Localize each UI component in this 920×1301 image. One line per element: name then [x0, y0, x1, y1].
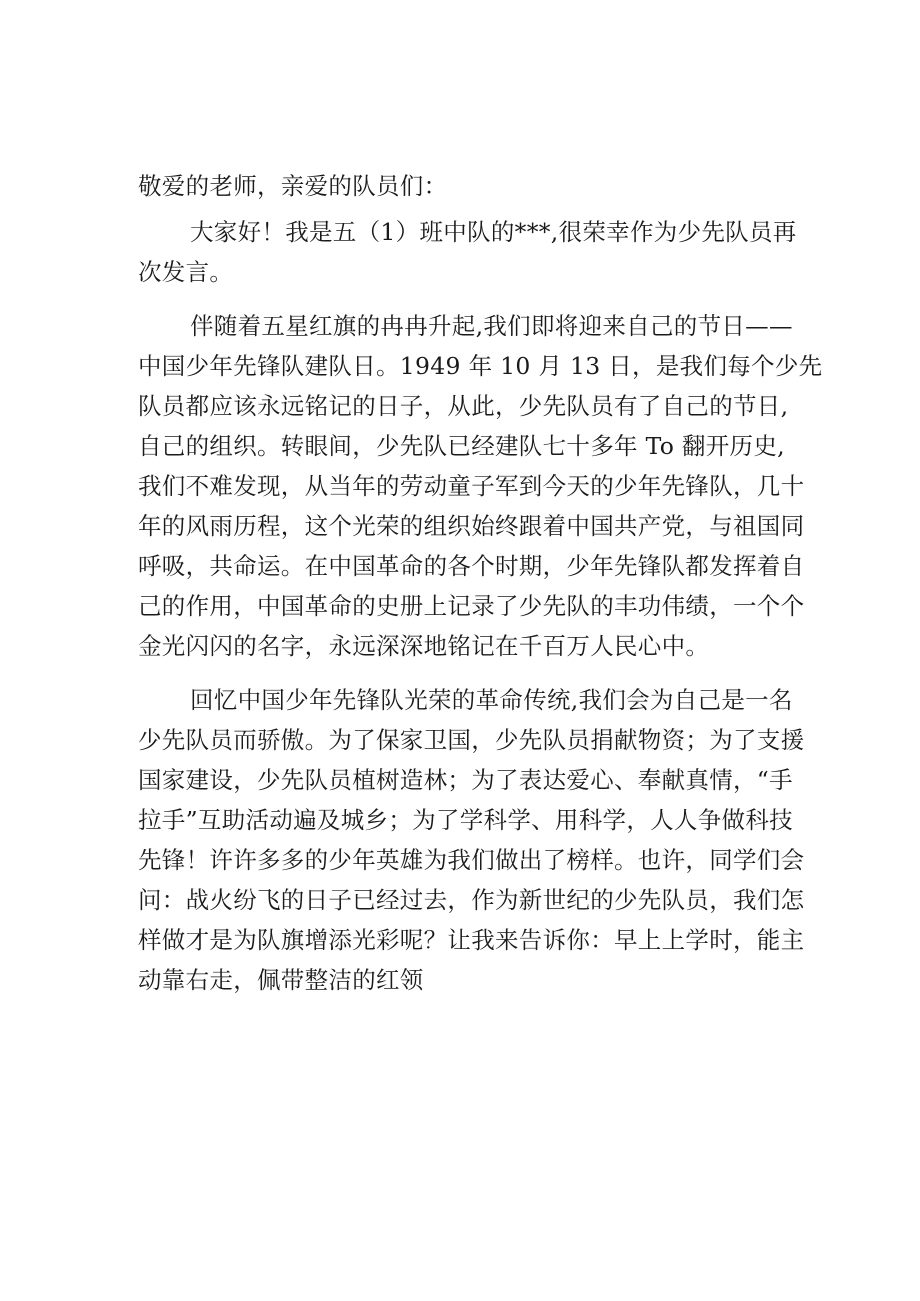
paragraph-line: 金光闪闪的名字，永远深深地铭记在千百万人民心中。 [138, 632, 710, 660]
paragraph-line: 自己的组织。转眼间，少先队已经建队七十多年 To 翻开历史, [138, 432, 785, 460]
paragraph-line: 拉手”互助活动遍及城乡；为了学科学、用科学，人人争做科技 [138, 806, 793, 834]
salutation: 敬爱的老师，亲爱的队员们： [138, 172, 448, 200]
paragraph-line: 我们不难发现，从当年的劳动童子军到今天的少年先锋队，几十 [138, 472, 805, 500]
paragraph-line: 大家好！我是五（1）班中队的***,很荣幸作为少先队员再 [190, 218, 797, 246]
paragraph-line: 年的风雨历程，这个光荣的组织始终跟着中国共产党，与祖国同 [138, 512, 805, 540]
paragraph-line: 样做才是为队旗增添光彩呢？让我来告诉你：早上上学时，能主 [138, 926, 805, 954]
paragraph-line: 少先队员而骄傲。为了保家卫国，少先队员捐献物资；为了支援 [138, 726, 805, 754]
paragraph-line: 问：战火纷飞的日子已经过去，作为新世纪的少先队员，我们怎 [138, 886, 805, 914]
paragraph-line: 回忆中国少年先锋队光荣的革命传统,我们会为自己是一名 [190, 686, 793, 714]
paragraph-greeting [138, 212, 798, 292]
paragraph-history [138, 306, 823, 666]
speech-body [138, 166, 823, 1000]
paragraph-line: 队员都应该永远铭记的日子，从此，少先队员有了自己的节日, [138, 392, 789, 420]
paragraph-line: 动靠右走，佩带整洁的红领 [138, 966, 424, 994]
paragraph-line: 伴随着五星红旗的冉冉升起,我们即将迎来自己的节日—— [190, 312, 793, 340]
paragraph-line: 国家建设，少先队员植树造林；为了表达爱心、奉献真情，“手 [138, 766, 793, 794]
paragraph-line: 先锋！许许多多的少年英雄为我们做出了榜样。也许，同学们会 [138, 846, 805, 874]
paragraph-line: 中国少年先锋队建队日。1949 年 10 月 13 日，是我们每个少先 [138, 352, 823, 380]
paragraph-line: 己的作用，中国革命的史册上记录了少先队的丰功伟绩，一个个 [138, 592, 805, 620]
paragraph-line: 次发言。 [138, 258, 234, 286]
paragraph-line: 呼吸，共命运。在中国革命的各个时期，少年先锋队都发挥着自 [138, 552, 805, 580]
paragraph-tradition [138, 680, 805, 1000]
